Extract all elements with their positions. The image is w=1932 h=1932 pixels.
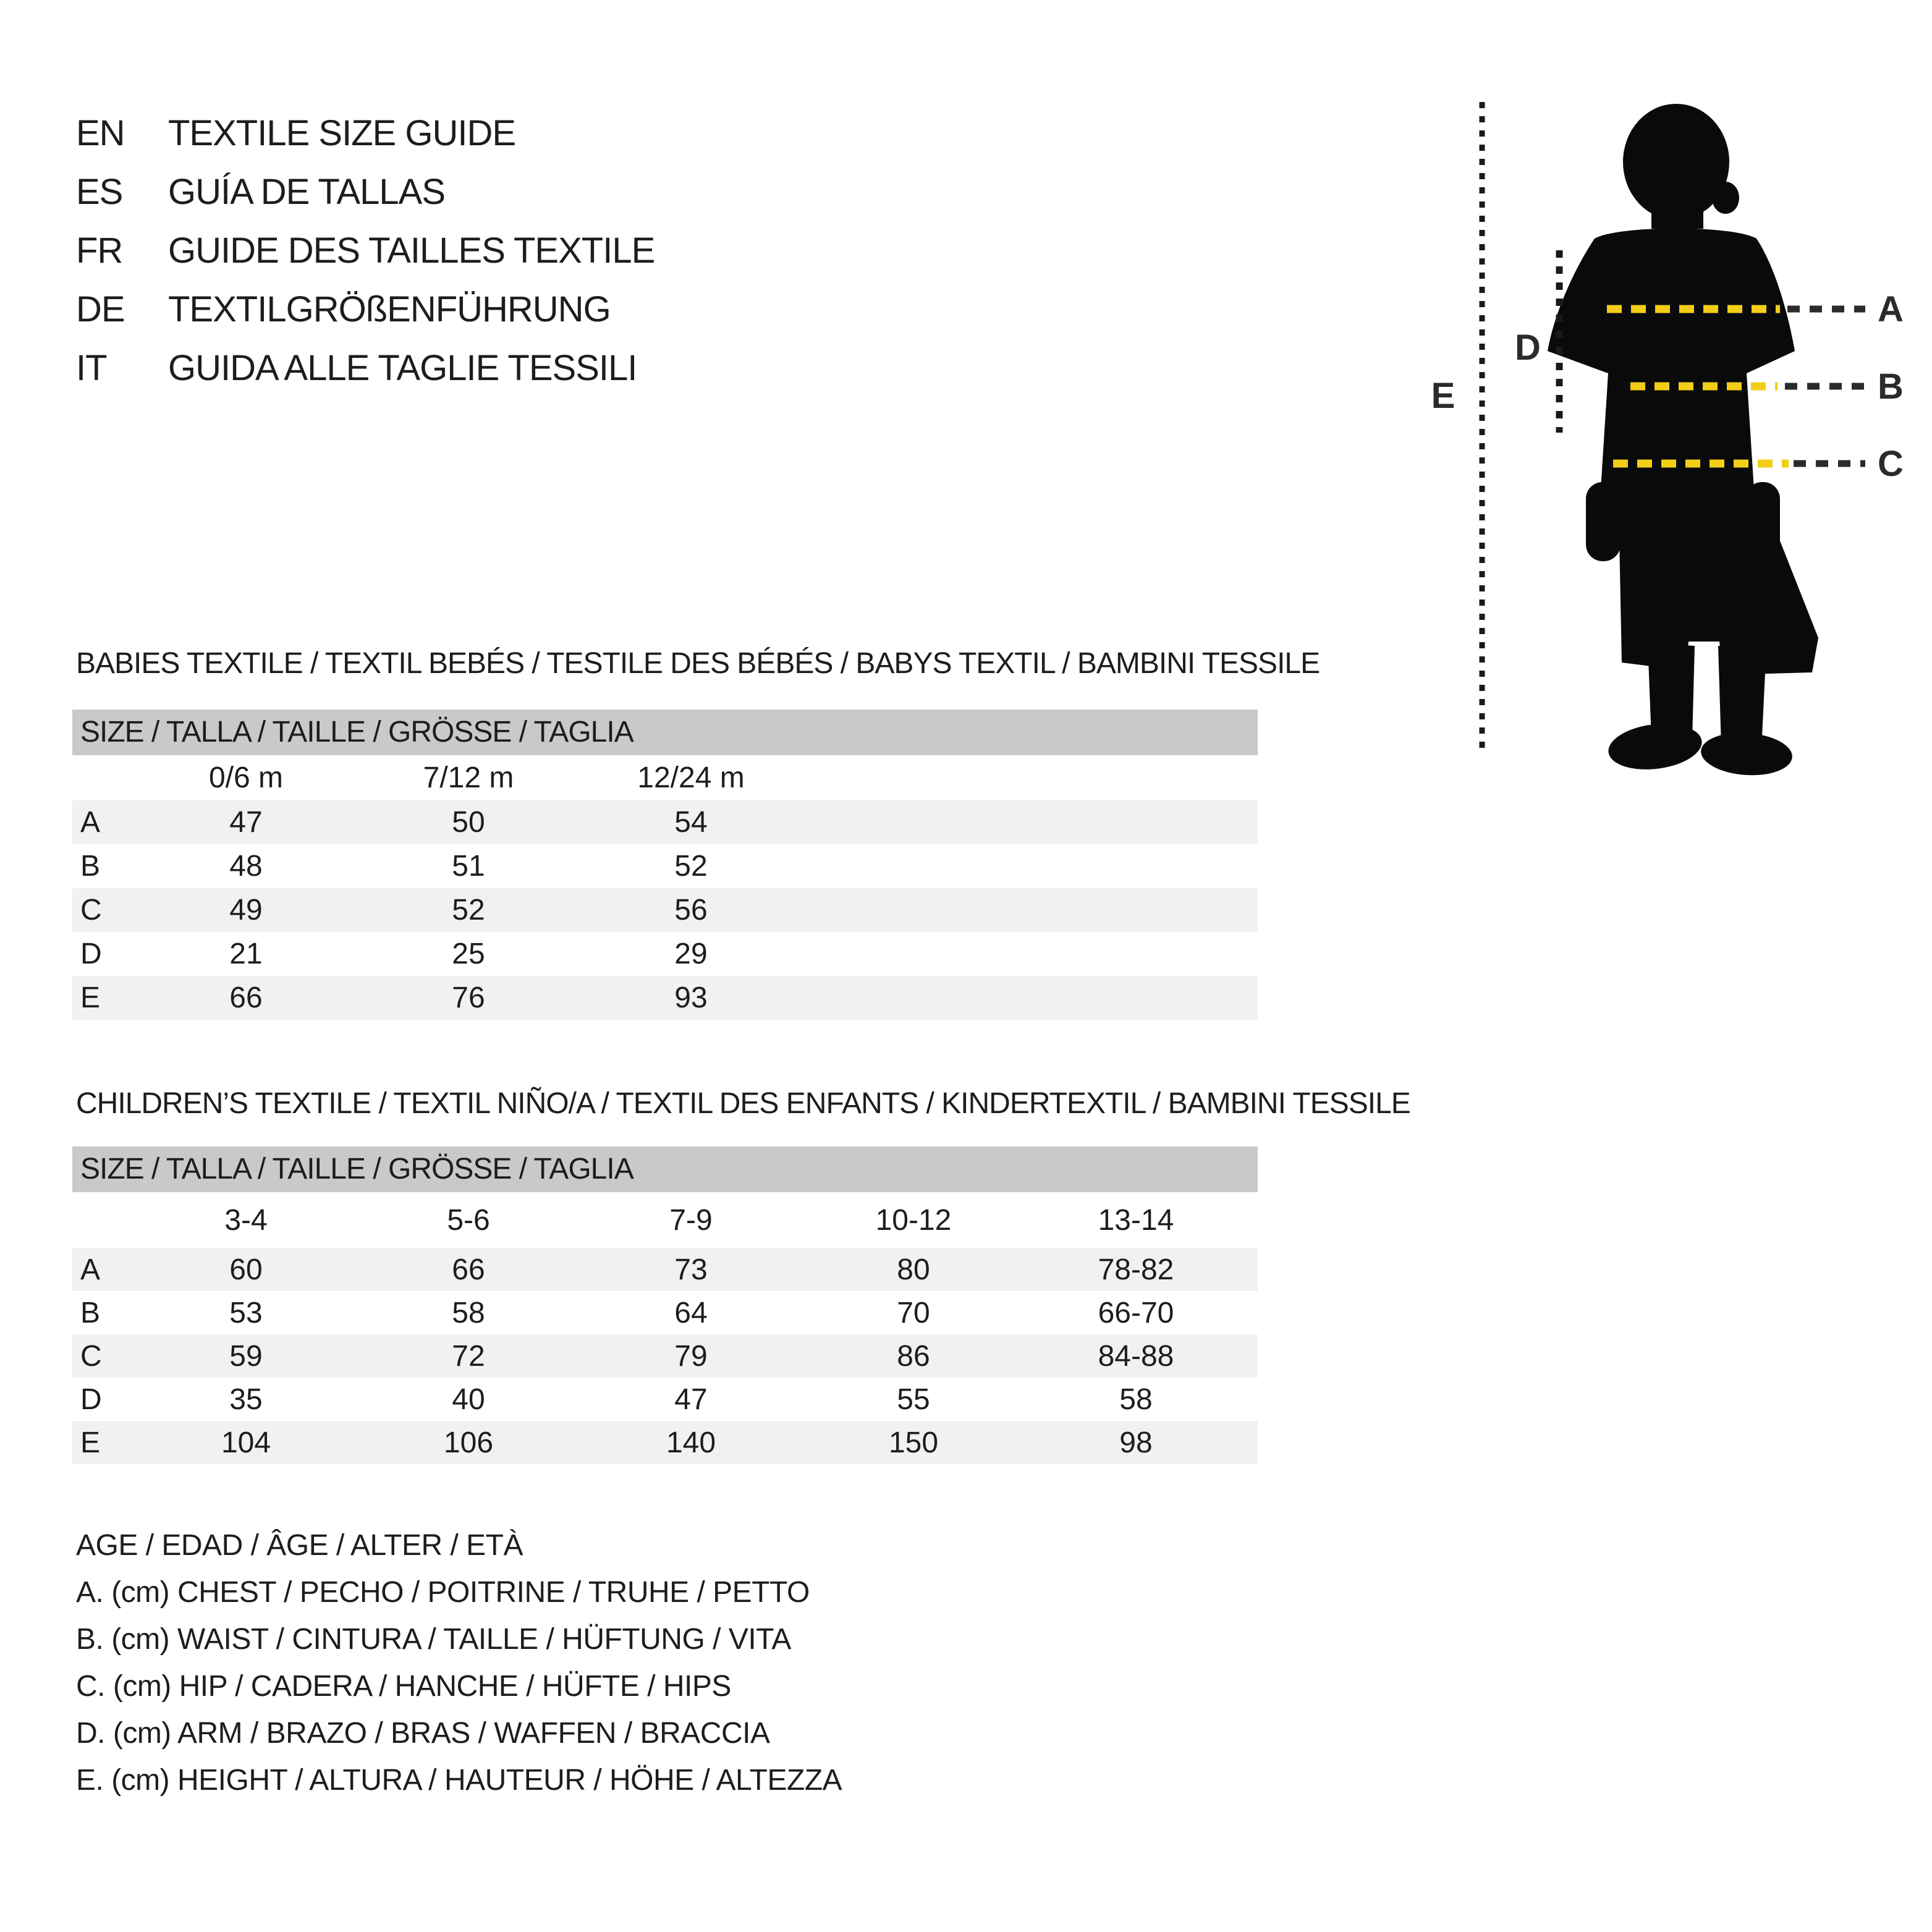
language-title: GUIDA ALLE TAGLIE TESSILI xyxy=(168,348,637,388)
table-cell: 52 xyxy=(674,850,708,883)
table-cell: 78-82 xyxy=(1098,1253,1174,1286)
column-header: 5-6 xyxy=(447,1203,490,1237)
babies-section-title: BABIES TEXTILE / TEXTIL BEBÉS / TESTILE DES BÉBÉS / BABYS TEXTIL / BAMBINI TESSILE xyxy=(76,647,1320,680)
language-code: ES xyxy=(76,172,123,212)
table-cell: 29 xyxy=(674,938,708,970)
language-code: FR xyxy=(76,231,123,271)
table-cell: 48 xyxy=(229,850,263,883)
row-label: D xyxy=(80,938,102,970)
figure-label-e: E xyxy=(1431,376,1455,416)
table-cell: 49 xyxy=(229,894,263,926)
table-cell: 59 xyxy=(229,1339,263,1373)
row-label: B xyxy=(80,1296,101,1329)
legend-arm: D. (cm) ARM / BRAZO / BRAS / WAFFEN / BRACCIA xyxy=(76,1717,770,1750)
row-label: A xyxy=(80,1253,101,1286)
language-row-en xyxy=(76,104,655,163)
table-cell: 150 xyxy=(888,1426,939,1459)
column-header: 12/24 m xyxy=(637,761,745,794)
language-title: TEXTILGRÖßENFÜHRUNG xyxy=(168,289,611,329)
table-cell: 50 xyxy=(452,806,485,839)
children-size-table xyxy=(72,1146,1258,1464)
row-label: C xyxy=(80,894,102,926)
table-cell: 21 xyxy=(229,938,263,970)
language-row-de xyxy=(76,280,655,339)
language-row-es xyxy=(76,163,655,221)
table-cell: 79 xyxy=(674,1339,708,1373)
language-title: GUIDE DES TAILLES TEXTILE xyxy=(168,231,655,271)
measurement-legend xyxy=(76,1522,842,1804)
table-cell: 55 xyxy=(897,1383,930,1416)
language-header xyxy=(76,104,655,397)
table-cell: 106 xyxy=(443,1426,494,1459)
table-cell: 56 xyxy=(674,894,708,926)
babies-size-header-bar: SIZE / TALLA / TAILLE / GRÖSSE / TAGLIA xyxy=(72,710,1258,755)
row-label: D xyxy=(80,1383,102,1416)
table-cell: 70 xyxy=(897,1296,930,1329)
row-label: E xyxy=(80,981,101,1014)
table-cell: 35 xyxy=(229,1383,263,1416)
table-row xyxy=(72,844,1258,888)
legend-waist: B. (cm) WAIST / CINTURA / TAILLE / HÜFTUNG / VITA xyxy=(76,1623,791,1656)
row-label: B xyxy=(80,850,101,883)
figure-label-d: D xyxy=(1515,328,1541,368)
children-column-headers xyxy=(72,1192,1258,1248)
column-header: 0/6 m xyxy=(208,761,284,794)
row-label: A xyxy=(80,806,101,839)
table-cell: 51 xyxy=(452,850,485,883)
column-header: 13-14 xyxy=(1098,1203,1174,1237)
table-row xyxy=(72,1248,1258,1291)
language-row-fr xyxy=(76,221,655,280)
table-cell: 66-70 xyxy=(1098,1296,1174,1329)
table-row xyxy=(72,888,1258,932)
column-header: 7-9 xyxy=(669,1203,713,1237)
babies-column-headers xyxy=(72,755,1258,800)
table-cell: 52 xyxy=(452,894,485,926)
language-code: DE xyxy=(76,289,125,329)
figure-label-c: C xyxy=(1878,444,1904,484)
table-cell: 98 xyxy=(1119,1426,1153,1459)
table-cell: 25 xyxy=(452,938,485,970)
language-row-it xyxy=(76,339,655,397)
table-cell: 73 xyxy=(674,1253,708,1286)
figure-label-b: B xyxy=(1878,366,1904,407)
children-size-header-bar: SIZE / TALLA / TAILLE / GRÖSSE / TAGLIA xyxy=(72,1146,1258,1192)
table-row xyxy=(72,976,1258,1020)
children-section-title: CHILDREN’S TEXTILE / TEXTIL NIÑO/A / TEXTIL DES ENFANTS / KINDERTEXTIL / BAMBINI TESSILE xyxy=(76,1087,1410,1120)
legend-age: AGE / EDAD / ÂGE / ALTER / ETÀ xyxy=(76,1529,523,1562)
table-row xyxy=(72,800,1258,844)
table-cell: 47 xyxy=(674,1383,708,1416)
legend-chest: A. (cm) CHEST / PECHO / POITRINE / TRUHE / PETTO xyxy=(76,1576,810,1609)
table-cell: 64 xyxy=(674,1296,708,1329)
table-cell: 58 xyxy=(1119,1383,1153,1416)
table-cell: 104 xyxy=(221,1426,271,1459)
table-cell: 140 xyxy=(666,1426,716,1459)
table-cell: 66 xyxy=(452,1253,485,1286)
legend-hip: C. (cm) HIP / CADERA / HANCHE / HÜFTE / HIPS xyxy=(76,1670,731,1703)
table-cell: 86 xyxy=(897,1339,930,1373)
row-label: E xyxy=(80,1426,101,1459)
child-measurement-diagram xyxy=(1409,87,1932,803)
table-row xyxy=(72,1334,1258,1378)
language-code: EN xyxy=(76,113,125,153)
table-row xyxy=(72,1378,1258,1421)
table-cell: 47 xyxy=(229,806,263,839)
babies-size-table xyxy=(72,710,1258,1020)
legend-height: E. (cm) HEIGHT / ALTURA / HAUTEUR / HÖHE / ALTEZZA xyxy=(76,1764,842,1797)
table-cell: 76 xyxy=(452,981,485,1014)
table-cell: 80 xyxy=(897,1253,930,1286)
table-cell: 40 xyxy=(452,1383,485,1416)
column-header: 7/12 m xyxy=(423,761,514,794)
row-label: C xyxy=(80,1339,102,1373)
table-cell: 84-88 xyxy=(1098,1339,1174,1373)
child-silhouette-icon xyxy=(1548,104,1818,778)
table-cell: 93 xyxy=(674,981,708,1014)
language-title: TEXTILE SIZE GUIDE xyxy=(168,113,516,153)
table-cell: 60 xyxy=(229,1253,263,1286)
table-cell: 66 xyxy=(229,981,263,1014)
table-cell: 54 xyxy=(674,806,708,839)
language-code: IT xyxy=(76,348,107,388)
table-row xyxy=(72,1421,1258,1464)
table-cell: 53 xyxy=(229,1296,263,1329)
figure-label-a: A xyxy=(1878,289,1904,329)
table-row xyxy=(72,932,1258,976)
language-title: GUÍA DE TALLAS xyxy=(168,172,446,212)
table-row xyxy=(72,1291,1258,1334)
column-header: 10-12 xyxy=(875,1203,952,1237)
table-cell: 58 xyxy=(452,1296,485,1329)
table-cell: 72 xyxy=(452,1339,485,1373)
column-header: 3-4 xyxy=(224,1203,268,1237)
